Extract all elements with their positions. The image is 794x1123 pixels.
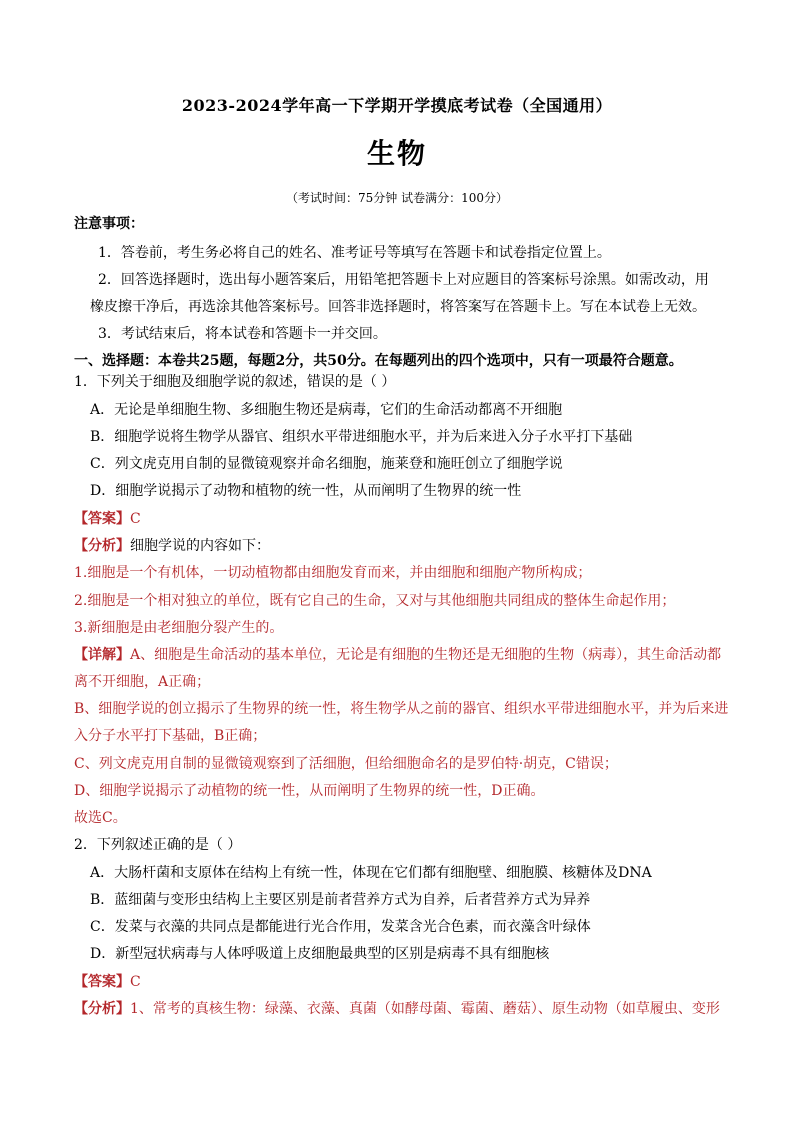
- q2-option-d: D．新型冠状病毒与人体呼吸道上皮细胞最典型的区别是病毒不具有细胞核: [90, 946, 550, 962]
- q1-detail: [74, 645, 721, 665]
- exam-title: 2023-2024学年高一下学期开学摸底考试卷（全国通用）: [181, 96, 613, 115]
- answer-label: 【答案】: [74, 511, 130, 527]
- q2-analysis: [74, 999, 720, 1019]
- q1-analysis-line: 1.细胞是一个有机体，一切动植物都由细胞发育而来，并由细胞和细胞产物所构成；: [74, 565, 592, 581]
- q1-option-c: C．列文虎克用自制的显微镜观察并命名细胞，施莱登和施旺创立了细胞学说: [90, 456, 563, 472]
- q1-detail-line: 离不开细胞，A正确；: [74, 674, 211, 690]
- q1-analysis-line: 2.细胞是一个相对独立的单位，既有它自己的生命，又对与其他细胞共同组成的整体生命起作用；: [74, 593, 676, 609]
- q1-analysis: [74, 536, 270, 556]
- subject-title: 生物: [366, 137, 427, 170]
- q2-option-b: B．蓝细菌与变形虫结构上主要区别是前者营养方式为自养，后者营养方式为异养: [90, 892, 591, 908]
- detail-label: 【详解】: [74, 647, 130, 663]
- answer-label: 【答案】: [74, 974, 130, 990]
- answer-value: C: [130, 511, 141, 527]
- q1-detail-line: 入分子水平打下基础，B正确；: [74, 728, 267, 744]
- notice-item: 1．答卷前，考生务必将自己的姓名、准考证号等填写在答题卡和试卷指定位置上。: [98, 245, 611, 261]
- q2-option-c: C．发菜与衣藻的共同点是都能进行光合作用，发菜含光合色素，而衣藻含叶绿体: [90, 919, 591, 935]
- q2-stem: 2．下列叙述正确的是（ ）: [74, 837, 242, 853]
- q1-detail-line: D、细胞学说揭示了动植物的统一性，从而阐明了生物界的统一性，D正确。: [74, 783, 545, 799]
- analysis-label: 【分析】: [74, 1001, 130, 1017]
- analysis-label: 【分析】: [74, 538, 130, 554]
- q1-option-b: B．细胞学说将生物学从器官、组织水平带进细胞水平，并为后来进入分子水平打下基础: [90, 429, 633, 445]
- exam-meta: （考试时间：75分钟 试卷满分：100分）: [286, 191, 508, 205]
- q1-option-d: D．细胞学说揭示了动物和植物的统一性，从而阐明了生物界的统一性: [90, 483, 522, 499]
- section-heading: 一、选择题：本卷共25题，每题2分，共50分。在每题列出的四个选项中，只有一项最符合题意。: [74, 353, 683, 369]
- notice-item: 3．考试结束后，将本试卷和答题卡一并交回。: [98, 326, 387, 342]
- q1-detail-line: C、列文虎克用自制的显微镜观察到了活细胞，但给细胞命名的是罗伯特·胡克，C错误；: [74, 756, 618, 772]
- notice-item: 橡皮擦干净后，再选涂其他答案标号。回答非选择题时，将答案写在答题卡上。写在本试卷上无效。: [90, 299, 706, 315]
- q1-answer: [74, 509, 141, 529]
- analysis-text: 细胞学说的内容如下：: [130, 538, 270, 554]
- analysis-text: 1、常考的真核生物：绿藻、衣藻、真菌（如酵母菌、霉菌、蘑菇）、原生动物（如草履虫、变形: [130, 1001, 720, 1017]
- q1-detail-line: B、细胞学说的创立揭示了生物界的统一性，将生物学从之前的器官、组织水平带进细胞水平，并为后来进: [74, 701, 729, 717]
- q1-option-a: A．无论是单细胞生物、多细胞生物还是病毒，它们的生命活动都离不开细胞: [90, 402, 563, 418]
- q1-analysis-line: 3.新细胞是由老细胞分裂产生的。: [74, 620, 284, 636]
- notice-item: 2．回答选择题时，选出每小题答案后，用铅笔把答题卡上对应题目的答案标号涂黑。如需改动，用: [98, 272, 709, 288]
- q2-option-a: A．大肠杆菌和支原体在结构上有统一性，体现在它们都有细胞壁、细胞膜、核糖体及DNA: [90, 865, 652, 881]
- answer-value: C: [130, 974, 141, 990]
- q1-detail-line: 故选C。: [74, 810, 127, 826]
- q1-stem: 1．下列关于细胞及细胞学说的叙述，错误的是（ ）: [74, 374, 396, 390]
- q2-answer: [74, 972, 141, 992]
- notice-heading: 注意事项：: [74, 216, 144, 232]
- detail-text: A、细胞是生命活动的基本单位，无论是有细胞的生物还是无细胞的生物（病毒），其生命活动都: [130, 647, 722, 663]
